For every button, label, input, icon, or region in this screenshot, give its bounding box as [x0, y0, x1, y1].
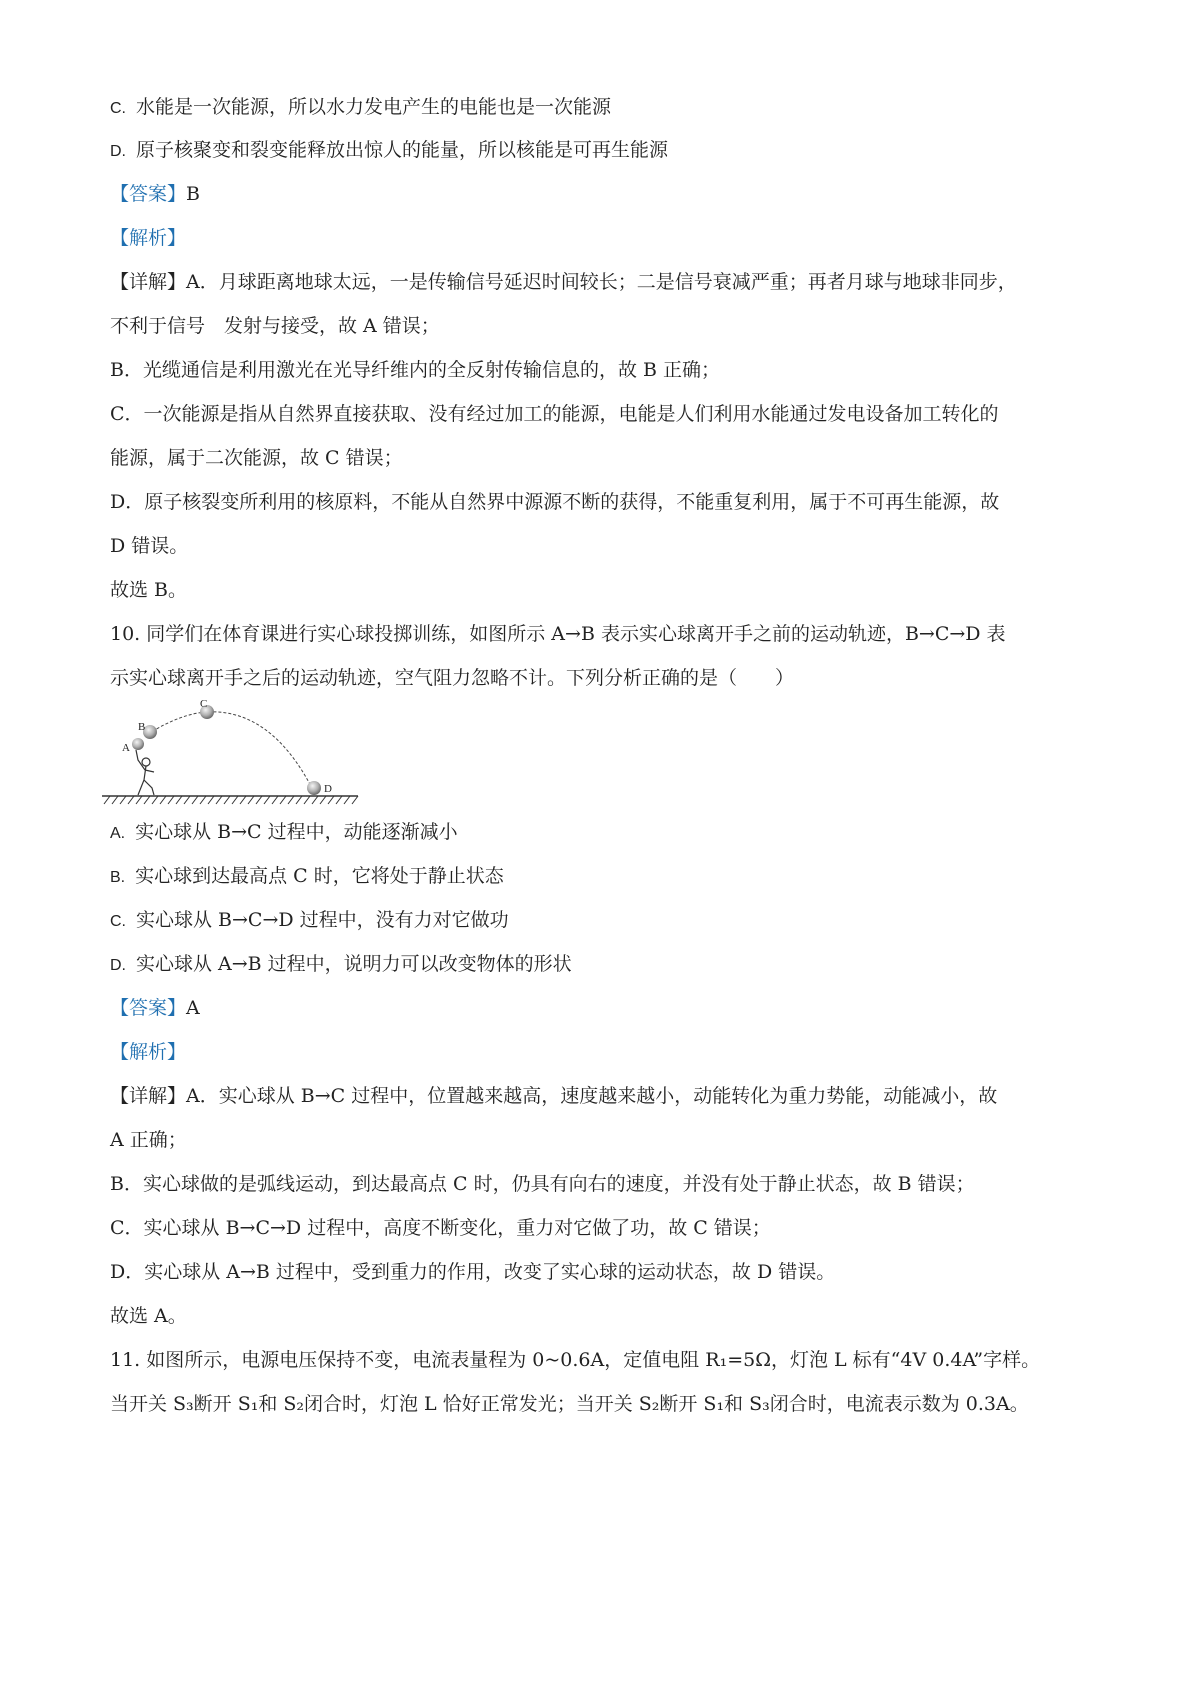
q11-stem-line: 当开关 S₃断开 S₁和 S₂闭合时，灯泡 L 恰好正常发光；当开关 S₂断开 S₁和 S₃闭合时，电流表示数为 0.3A。	[110, 1393, 1029, 1415]
q10-detail-line: A 正确；	[110, 1129, 187, 1151]
q9-conclusion: 故选 B。	[110, 579, 188, 601]
ball-a	[132, 738, 144, 750]
q10-option-a: A. 实心球从 B→C 过程中，动能逐渐减小	[110, 821, 458, 843]
q10-option-c: C. 实心球从 B→C→D 过程中，没有力对它做功	[110, 909, 509, 931]
q10-answer	[110, 995, 200, 1021]
q11-stem-line: 11. 如图所示，电源电压保持不变，电流表量程为 0~0.6A，定值电阻 R₁=5Ω，灯泡 L 标有“4V 0.4A”字样。	[110, 1349, 1041, 1371]
q10-detail-line: C．实心球从 B→C→D 过程中，高度不断变化，重力对它做了功，故 C 错误；	[110, 1217, 771, 1239]
q9-detail-line: D．原子核裂变所利用的核原料，不能从自然界中源源不断的获得，不能重复利用，属于不可再生能源，故	[110, 491, 1000, 513]
q9-detail-line: B．光缆通信是利用激光在光导纤维内的全反射传输信息的，故 B 正确；	[110, 359, 721, 381]
q9-option-d: D. 原子核聚变和裂变能释放出惊人的能量，所以核能是可再生能源	[110, 139, 669, 161]
q9-detail-line: C．一次能源是指从自然界直接获取、没有经过加工的能源，电能是人们利用水能通过发电设备加工转化的	[110, 403, 999, 425]
q10-detail-line: 【详解】A．实心球从 B→C 过程中，位置越来越高，速度越来越小，动能转化为重力势能，动能减小，故	[110, 1085, 998, 1107]
q9-detail-line: D 错误。	[110, 535, 189, 557]
q10-figure	[100, 700, 410, 810]
label-a: A	[122, 742, 130, 754]
q9-detail-line: 不利于信号 发射与接受，故 A 错误；	[110, 315, 440, 337]
answer-label: 【答案】	[110, 183, 187, 205]
q10-stem-line: 10. 同学们在体育课进行实心球投掷训练，如图所示 A→B 表示实心球离开手之前的运动轨迹，B→C→D 表	[110, 623, 1006, 645]
q10-conclusion: 故选 A。	[110, 1305, 187, 1327]
thrower-figure	[136, 750, 154, 795]
label-d: D	[324, 783, 332, 795]
q10-detail-line: B．实心球做的是弧线运动，到达最高点 C 时，仍具有向右的速度，并没有处于静止状态，故 B 错误；	[110, 1173, 975, 1195]
answer-label: 【答案】	[110, 997, 187, 1019]
label-c: C	[200, 700, 208, 710]
answer-value: B	[186, 183, 200, 205]
answer-value: A	[186, 997, 200, 1019]
throw-diagram	[100, 700, 410, 810]
q9-answer	[110, 181, 200, 207]
q9-analysis-label: 【解析】	[110, 227, 187, 249]
q9-detail-line: 能源，属于二次能源，故 C 错误；	[110, 447, 403, 469]
ground-hatch	[104, 796, 358, 804]
label-b: B	[138, 721, 146, 733]
q10-option-d: D. 实心球从 A→B 过程中，说明力可以改变物体的形状	[110, 953, 572, 975]
ball-d	[307, 781, 321, 795]
q10-detail-line: D．实心球从 A→B 过程中，受到重力的作用，改变了实心球的运动状态，故 D 错误。	[110, 1261, 836, 1283]
q10-stem-line: 示实心球离开手之后的运动轨迹，空气阻力忽略不计。下列分析正确的是（ ）	[110, 667, 795, 689]
q10-analysis-label: 【解析】	[110, 1041, 187, 1063]
q10-option-b: B. 实心球到达最高点 C 时，它将处于静止状态	[110, 865, 504, 887]
trajectory-path	[148, 712, 312, 788]
q9-detail-line: 【详解】A．月球距离地球太远，一是传输信号延迟时间较长；二是信号衰减严重；再者月球与地球非同步，	[110, 271, 1017, 293]
q9-option-c: C. 水能是一次能源，所以水力发电产生的电能也是一次能源	[110, 96, 612, 118]
